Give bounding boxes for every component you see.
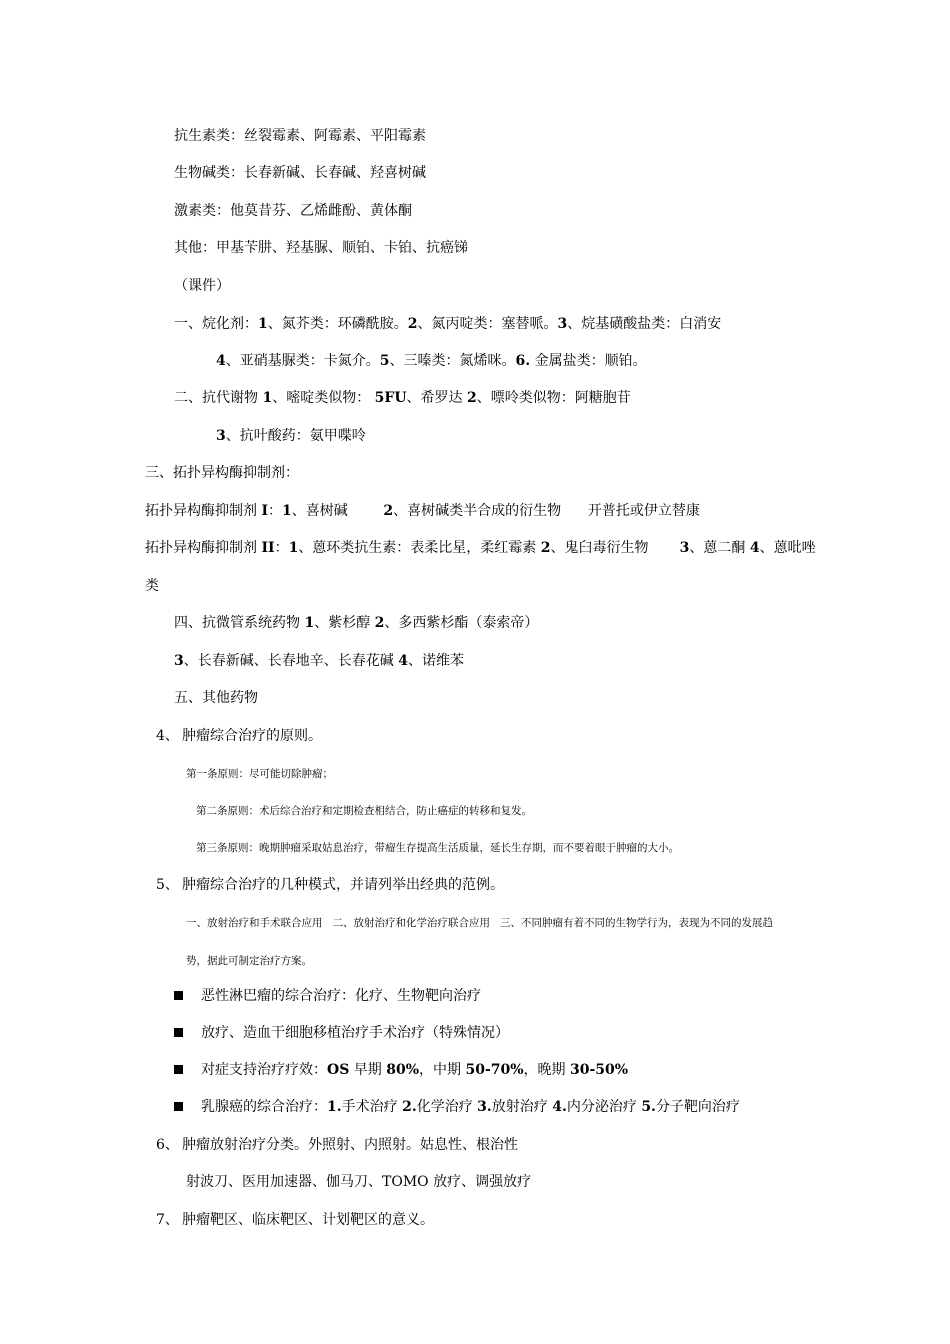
bullet-item <box>174 1098 740 1116</box>
text-span: 、三嗪类：氮烯咪。 <box>389 353 516 369</box>
text-span: ： <box>268 503 283 519</box>
text-span: 手术治疗 <box>341 1099 403 1115</box>
text-span: 、烷基磺酸盐类：白消安 <box>567 316 722 332</box>
text-line <box>216 427 366 445</box>
text-span: 早期 <box>349 1062 387 1078</box>
question-number: 6、 <box>156 1137 179 1153</box>
text-line <box>174 614 538 632</box>
text-span: OS <box>327 1062 350 1078</box>
text-line: 五、其他药物 <box>174 690 258 706</box>
question-text: 肿瘤放射治疗分类。外照射、内照射。姑息性、根治性 <box>182 1137 518 1153</box>
text-span: 5FU <box>374 390 407 406</box>
text-span: 、紫杉醇 <box>314 615 375 631</box>
question-text: 肿瘤靶区、临床靶区、计划靶区的意义。 <box>182 1212 434 1228</box>
text-span: 3 <box>679 540 690 556</box>
text-span: 化学治疗 <box>416 1099 478 1115</box>
text-span: 、长春新碱、长春地辛、长春花碱 <box>183 653 399 669</box>
text-span: 、抗叶酸药：氨甲喋呤 <box>225 428 366 444</box>
text-span: 1 <box>258 316 268 332</box>
text-span: 4 <box>216 353 226 369</box>
text-line: 生物碱类：长春新碱、长春碱、羟喜树碱 <box>174 165 426 181</box>
text-span: 、氮丙啶类：塞替哌。 <box>417 316 558 332</box>
text-span: 5. <box>641 1099 656 1115</box>
numbered-question <box>156 1211 434 1229</box>
text-span: I <box>261 503 269 519</box>
bullet-text: 恶性淋巴瘤的综合治疗：化疗、生物靶向治疗 <box>201 988 481 1004</box>
numbered-question <box>156 1136 518 1154</box>
question-number: 5、 <box>156 877 179 893</box>
text-span: 2 <box>467 390 477 406</box>
text-span: 拓扑异构酶抑制剂 <box>145 540 262 556</box>
text-span: 4. <box>552 1099 567 1115</box>
text-span: 4 <box>749 540 760 556</box>
text-line: 第一条原则：尽可能切除肿瘤； <box>186 768 333 780</box>
text-span: 1 <box>262 390 273 406</box>
text-line: （课件） <box>174 278 230 294</box>
text-span: 、嘌呤类似物：阿糖胞苷 <box>476 390 631 406</box>
text-span: 、蒽二酮 <box>689 540 750 556</box>
text-span: 四、抗微管系统药物 <box>174 615 305 631</box>
text-span: 3. <box>477 1099 492 1115</box>
text-span: 、喜树碱类半合成的衍生物 开普托或伊立替康 <box>393 503 700 519</box>
text-span: 金属盐类：顺铂。 <box>530 353 647 369</box>
text-span: 2 <box>540 540 551 556</box>
text-span: 、嘧啶类似物： <box>272 390 375 406</box>
text-span: 2 <box>407 316 418 332</box>
question-number: 7、 <box>156 1212 179 1228</box>
black-square-bullet-icon <box>174 991 183 1000</box>
text-span: 、希罗达 <box>406 390 467 406</box>
text-line: 一、放射治疗和手术联合应用 二、放射治疗和化学治疗联合应用 三、不同肿瘤有着不同的生物学行为，表现为不同的发展趋 <box>186 917 774 929</box>
text-span: 、亚硝基脲类：卡氮介。 <box>225 353 380 369</box>
text-span: 放射治疗 <box>491 1099 553 1115</box>
text-span: 80% <box>386 1062 420 1078</box>
text-line <box>174 389 631 407</box>
text-span: 、氮芥类：环磷酰胺。 <box>267 316 408 332</box>
numbered-question <box>156 727 322 745</box>
text-span: 1. <box>327 1099 342 1115</box>
bullet-item <box>174 987 481 1005</box>
text-span: 分子靶向治疗 <box>655 1099 740 1115</box>
text-line: 激素类：他莫昔芬、乙烯雌酚、黄体酮 <box>174 203 412 219</box>
text-span: 1 <box>282 503 292 519</box>
text-span: 内分泌治疗 <box>566 1099 642 1115</box>
text-span: ，晚期 <box>523 1062 570 1078</box>
text-span: 二、抗代谢物 <box>174 390 263 406</box>
text-span: 3 <box>557 316 568 332</box>
text-span: 3 <box>216 428 226 444</box>
text-span: ： <box>274 540 289 556</box>
black-square-bullet-icon <box>174 1065 183 1074</box>
text-line: 射波刀、医用加速器、伽马刀、TOMO 放疗、调强放疗 <box>186 1174 532 1190</box>
text-span: 、蒽环类抗生素：表柔比星，柔红霉素 <box>298 540 541 556</box>
text-line: 第二条原则：术后综合治疗和定期检查相结合，防止癌症的转移和复发。 <box>196 805 532 817</box>
question-text: 肿瘤综合治疗的几种模式，并请列举出经典的范例。 <box>182 877 504 893</box>
text-span: 5 <box>379 353 390 369</box>
text-span: 30-50% <box>570 1062 629 1078</box>
text-span: 、多西紫杉酯（泰索帝） <box>384 615 539 631</box>
text-span: 50-70% <box>465 1062 524 1078</box>
text-span: 一、烷化剂： <box>174 316 258 332</box>
text-span: 、蒽吡唑 <box>759 540 816 556</box>
text-line <box>174 315 721 333</box>
text-span: 2 <box>383 503 394 519</box>
text-span: 1 <box>304 615 315 631</box>
bullet-item <box>174 1061 628 1079</box>
text-span: 乳腺癌的综合治疗： <box>201 1099 327 1115</box>
bullet-text: 放疗、造血干细胞移植治疗手术治疗（特殊情况） <box>201 1025 509 1041</box>
text-span: 、诺维苯 <box>407 653 464 669</box>
text-span: 2 <box>374 615 385 631</box>
text-line <box>216 352 647 370</box>
text-span: 、鬼臼毒衍生物 <box>550 540 680 556</box>
text-line: 势，据此可制定治疗方案。 <box>186 955 312 967</box>
text-line: 其他：甲基苄肼、羟基脲、顺铂、卡铂、抗癌锑 <box>174 240 468 256</box>
text-line: 抗生素类：丝裂霉素、阿霉素、平阳霉素 <box>174 128 426 144</box>
black-square-bullet-icon <box>174 1102 183 1111</box>
text-span: 1 <box>288 540 299 556</box>
numbered-question <box>156 876 504 894</box>
black-square-bullet-icon <box>174 1028 183 1037</box>
text-span: 拓扑异构酶抑制剂 <box>145 503 262 519</box>
text-span: 2. <box>402 1099 417 1115</box>
text-span: ，中期 <box>419 1062 466 1078</box>
question-text: 肿瘤综合治疗的原则。 <box>182 728 322 744</box>
section-heading: 三、拓扑异构酶抑制剂： <box>145 465 299 481</box>
text-line <box>174 652 464 670</box>
text-span: 、喜树碱 <box>291 503 384 519</box>
question-number: 4、 <box>156 728 179 744</box>
text-span: 对症支持治疗疗效： <box>201 1062 327 1078</box>
text-line <box>145 539 816 557</box>
text-span: 3 <box>174 653 184 669</box>
text-span: 4 <box>398 653 408 669</box>
bullet-item <box>174 1024 509 1042</box>
text-line <box>145 502 700 520</box>
text-line: 类 <box>145 578 159 594</box>
text-span: 6. <box>515 353 531 369</box>
text-span: II <box>261 540 275 556</box>
text-line: 第三条原则：晚期肿瘤采取姑息治疗，带瘤生存提高生活质量，延长生存期，而不要着眼于肿瘤的大小。 <box>196 842 679 854</box>
